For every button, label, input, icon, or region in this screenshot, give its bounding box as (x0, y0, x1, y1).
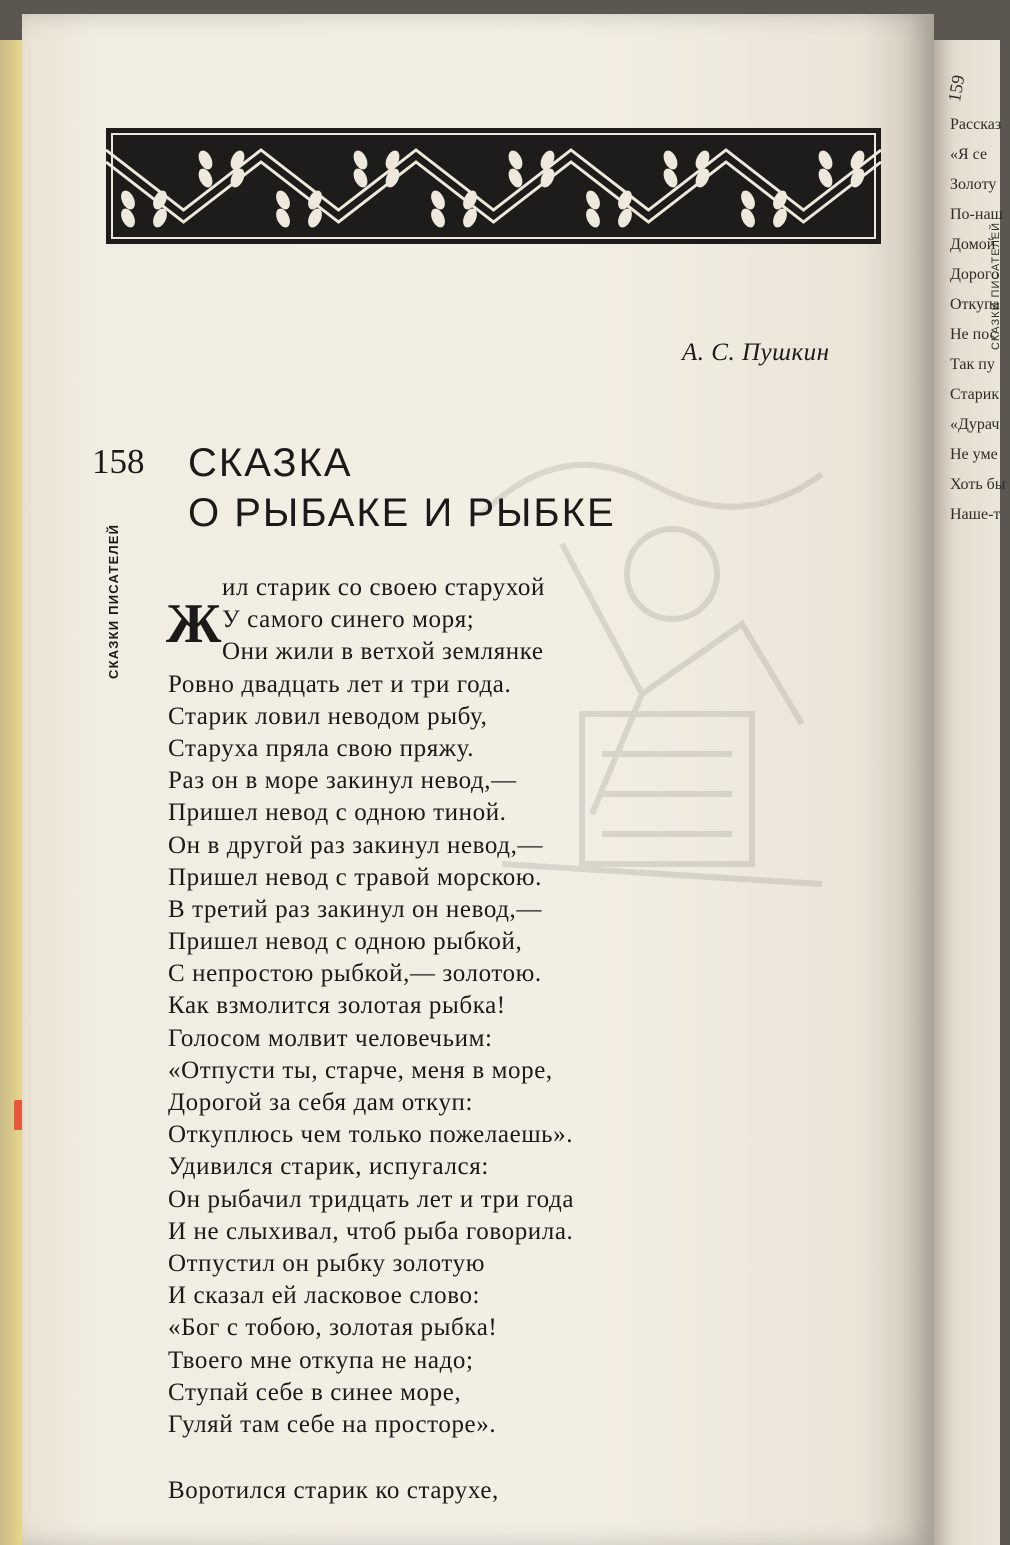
verse-line: Они жили в ветхой землянке (222, 638, 544, 666)
right-line: «Я се (950, 146, 988, 163)
page-number: 158 (92, 442, 145, 481)
title-line: О РЫБАКЕ И РЫБКЕ (188, 491, 616, 535)
author-name: А. С. Пушкин (682, 339, 830, 366)
verse-line: Ступай себе в синее море, (168, 1378, 462, 1406)
right-line: По-наш (950, 206, 1003, 223)
right-line: Откупа (950, 296, 1000, 313)
verse-line: Удивился старик, испугался: (168, 1153, 489, 1181)
left-page (22, 14, 934, 1545)
right-line: Наше-т (950, 506, 1001, 523)
right-line: Дорого (950, 266, 1000, 283)
story-title (188, 438, 616, 538)
verse-line: Он в другой раз закинул невод,— (168, 831, 544, 859)
verse-line: Гуляй там себе на просторе». (168, 1410, 497, 1438)
verse-line: Дорогой за себя дам откуп: (168, 1089, 474, 1116)
right-line: Рассказ (950, 116, 1002, 133)
title-line: СКАЗКА (188, 441, 353, 485)
verse-line: У самого синего моря; (222, 606, 475, 634)
verse-line: Отпустил он рыбку золотую (168, 1249, 485, 1277)
section-label-vertical: СКАЗКИ ПИСАТЕЛЕЙ (106, 523, 121, 679)
verse-line: Голосом молвит человечьим: (168, 1024, 493, 1052)
verse-line: Раз он в море закинул невод,— (168, 767, 517, 795)
verse-line: Он рыбачил тридцать лет и три года (168, 1185, 575, 1213)
verse-line: Старик ловил неводом рыбу, (168, 702, 488, 730)
right-line: Домой (950, 236, 996, 253)
verse-line: Старуха пряла свою пряжу. (168, 734, 475, 762)
verse-line: Твоего мне откупа не надо; (168, 1346, 474, 1374)
verse-line: «Бог с тобою, золотая рыбка! (168, 1314, 498, 1342)
right-line: Не пос (950, 326, 997, 343)
verse-line: Пришел невод с одною тиной. (168, 799, 507, 827)
right-line: Так пу (950, 356, 995, 373)
right-line: Не уме (950, 446, 998, 463)
right-section-label: СКАЗКИ ПИСАТЕЛЕЙ (990, 221, 1003, 351)
right-page-text (950, 110, 1010, 530)
poem-text (168, 572, 574, 1507)
right-line: Золоту (950, 176, 997, 193)
right-line: «Дурач (950, 416, 1000, 433)
ornament-band (106, 128, 881, 244)
verse-line: Пришел невод с травой морскою. (168, 863, 543, 891)
right-line: Хоть бы (950, 476, 1006, 493)
verse-line: С непростою рыбкой,— золотою. (168, 960, 542, 988)
verse-line: Пришел невод с одною рыбкой, (168, 928, 523, 956)
verse-line: В третий раз закинул он невод,— (168, 895, 542, 923)
verse-line: И сказал ей ласковое слово: (168, 1282, 481, 1310)
verse-line: Как взмолится золотая рыбка! (168, 992, 506, 1020)
verse-line-last: Воротился старик ко старухе, (168, 1477, 499, 1505)
verse-line: Ровно двадцать лет и три года. (168, 670, 512, 698)
right-page-edge (934, 40, 1006, 1545)
right-line: Старик (950, 386, 1000, 403)
verse-line: И не слыхивал, чтоб рыба говорила. (168, 1217, 574, 1245)
right-page-number: 159 (944, 73, 969, 104)
drop-cap: Ж (166, 593, 222, 655)
verse-line: Откуплюсь чем только пожелаешь». (168, 1121, 574, 1149)
verse-line: ил старик со своею старухой (222, 574, 545, 601)
verse-line: «Отпусти ты, старче, меня в море, (168, 1056, 553, 1084)
